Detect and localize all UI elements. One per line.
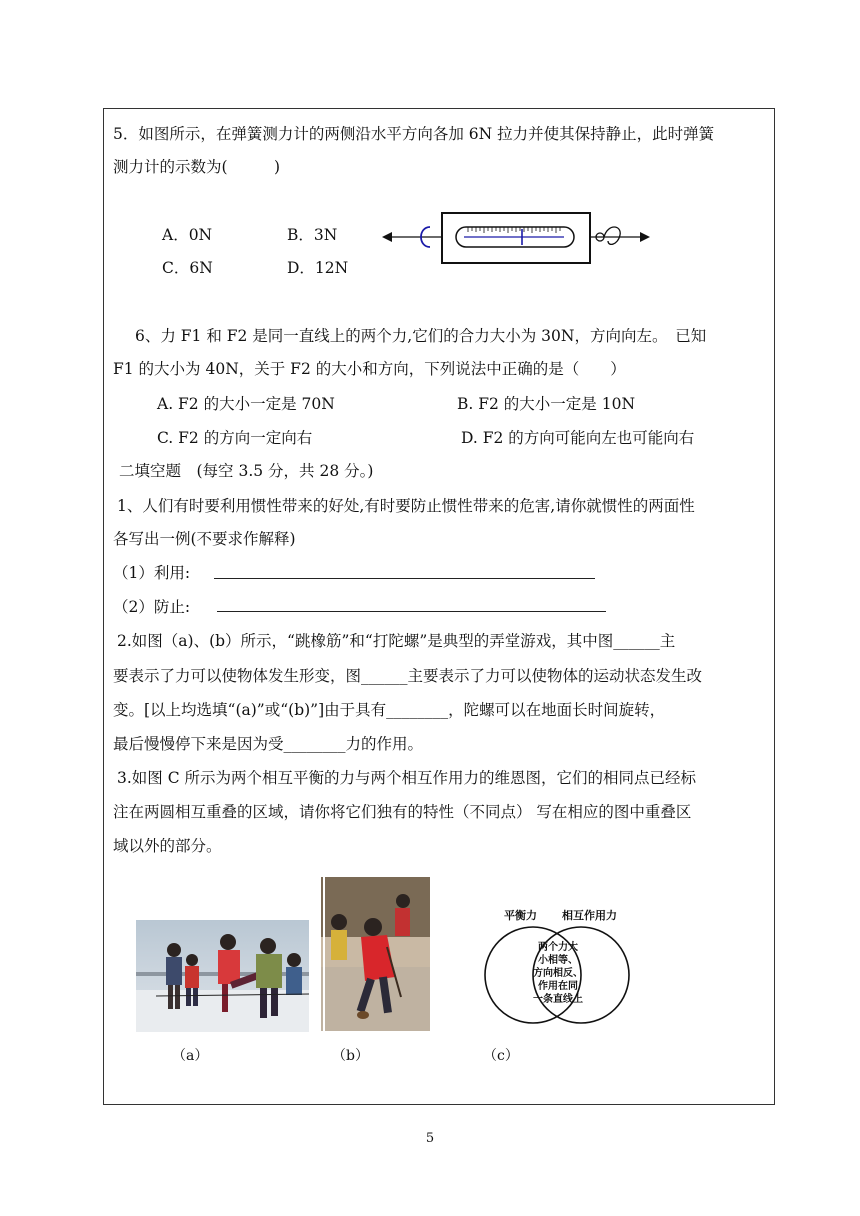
q6-line2: F1 的大小为 40N，关于 F2 的大小和方向，下列说法中正确的是（ ） (113, 360, 626, 378)
fill1-prevent-answer-line (217, 611, 606, 612)
venn-right-label: 相互作用力 (562, 909, 617, 922)
fill1-prevent-label: （2）防止: (113, 598, 191, 616)
fill2-line2: 要表示了力可以使物体发生形变，图______主要表示了力可以使物体的运动状态发生改 (113, 667, 703, 685)
section2-heading: 二填空题 (每空 3.5 分，共 28 分。) (119, 462, 374, 480)
q5-option-a: A．0N (162, 226, 213, 244)
photo-b-spinning-top (321, 877, 430, 1031)
spring-scale-figure (380, 205, 655, 270)
fill3-line3: 域以外的部分。 (113, 837, 222, 855)
q6-line1: 6、力 F1 和 F2 是同一直线上的两个力,它们的合力大小为 30N，方向向左。 已知 (135, 327, 707, 345)
q6-option-d: D. F2 的方向可能向左也可能向右 (461, 429, 695, 447)
q6-option-a: A. F2 的大小一定是 70N (157, 395, 335, 413)
venn-overlap-line: 两个力大 (538, 942, 578, 953)
fill1-use-label: （1）利用: (113, 564, 191, 582)
photo-a-rubber-band-jumping (136, 920, 309, 1032)
fill1-line2: 各写出一例(不要求作解释) (113, 530, 296, 548)
page-number: 5 (425, 1131, 435, 1146)
venn-overlap-line: 小相等、 (538, 955, 578, 966)
caption-c: （c） (483, 1048, 519, 1064)
q6-option-c: C. F2 的方向一定向右 (157, 429, 313, 447)
fill2-line3: 变。[以上均选填“(a)”或“(b)”]由于具有________，陀螺可以在地面长时间旋转， (113, 701, 666, 719)
venn-left-label: 平衡力 (504, 909, 537, 922)
q6-option-b: B. F2 的大小一定是 10N (457, 395, 636, 413)
q5-line1: 5．如图所示，在弹簧测力计的两侧沿水平方向各加 6N 拉力并使其保持静止，此时弹簧 (113, 125, 715, 143)
fill1-use-answer-line (214, 578, 595, 579)
q5-option-c: C．6N (162, 259, 213, 277)
q5-option-b: B．3N (287, 226, 338, 244)
q5-line2: 测力计的示数为( ) (113, 158, 281, 176)
fill3-line2: 注在两圆相互重叠的区域，请你将它们独有的特性（不同点） 写在相应的图中重叠区 (113, 803, 692, 821)
q5-option-d: D．12N (287, 259, 349, 277)
caption-b: （b） (332, 1048, 369, 1064)
venn-overlap-line: 方向相反、 (533, 968, 583, 979)
fill3-line1: 3.如图 C 所示为两个相互平衡的力与两个相互作用力的维恩图，它们的相同点已经标 (117, 769, 697, 787)
caption-a: （a） (172, 1048, 209, 1064)
venn-diagram (478, 903, 638, 1033)
fill1-line1: 1、人们有时要利用惯性带来的好处,有时要防止惯性带来的危害,请你就惯性的两面性 (117, 497, 695, 515)
venn-overlap-text (530, 941, 586, 1006)
venn-overlap-line: 一条直线上 (533, 994, 583, 1005)
fill2-line1: 2.如图（a)、(b）所示，“跳橡筋”和“打陀螺”是典型的弄堂游戏，其中图______主 (117, 632, 676, 650)
fill2-line4: 最后慢慢停下来是因为受________力的作用。 (113, 735, 424, 753)
venn-overlap-line: 作用在同 (538, 981, 578, 992)
